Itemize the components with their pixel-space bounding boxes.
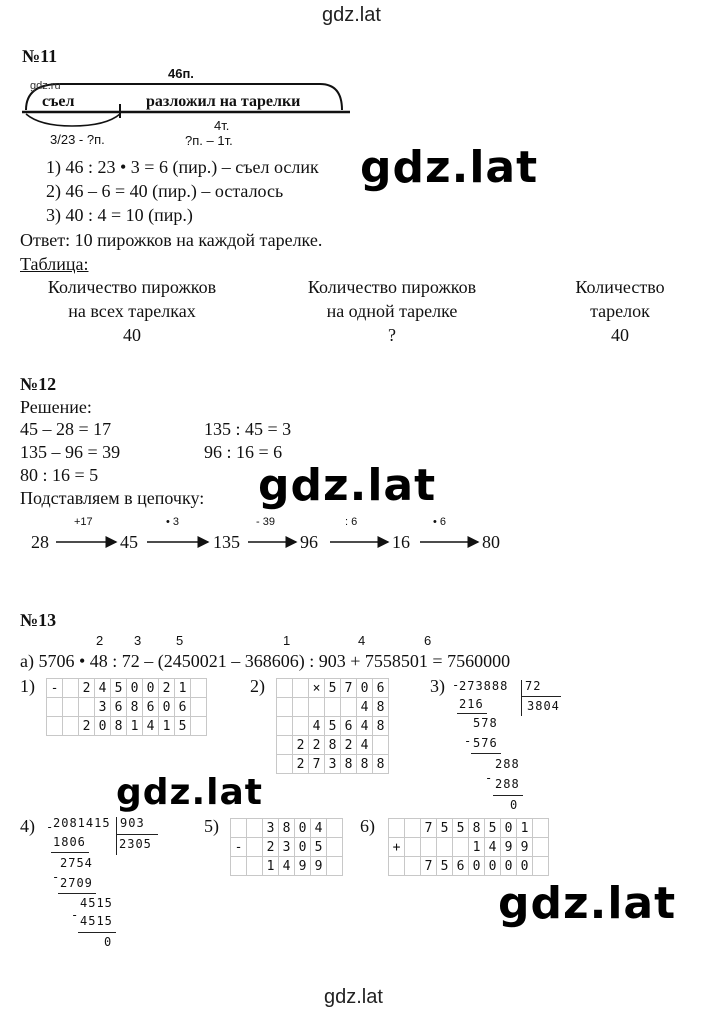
digit: 4 <box>311 819 327 838</box>
digit: 2 <box>341 736 357 755</box>
watermark-big-2: gdz.lat <box>258 460 437 511</box>
digit: 4 <box>357 717 373 736</box>
c4-step-1: 1806 <box>53 835 86 849</box>
p12-right-1: 135 : 45 = 3 <box>204 419 292 439</box>
c3-divisor: 72 <box>525 679 542 693</box>
watermark-top: gdz.lat <box>322 4 381 26</box>
digit: 8 <box>373 755 389 774</box>
watermark-big-4: gdz.lat <box>498 878 677 929</box>
digit: 7 <box>309 755 325 774</box>
p11-step-1: 1) 46 : 23 • 3 = 6 (пир.) – съел ослик <box>46 157 319 177</box>
digit: 0 <box>295 819 311 838</box>
digit: 1 <box>175 679 191 698</box>
grid-cell <box>533 819 549 838</box>
c4-dividend: 2081415 <box>53 816 111 830</box>
digit: 2 <box>309 736 325 755</box>
grid-cell <box>277 679 293 698</box>
digit: 0 <box>159 698 175 717</box>
digit: 0 <box>501 857 517 876</box>
p11-step-2: 2) 46 – 6 = 40 (пир.) – осталось <box>46 181 284 201</box>
digit: 9 <box>501 838 517 857</box>
digit: 8 <box>279 819 295 838</box>
diagram-below1: 3/23 - ?п. <box>50 132 105 147</box>
chain-op-2: • 3 <box>166 516 180 528</box>
calc-2-grid <box>276 678 389 774</box>
calc-3-label: 3) <box>430 676 445 696</box>
digit: 1 <box>469 838 485 857</box>
digit: 6 <box>453 857 469 876</box>
p11-answer: Ответ: 10 пирожков на каждой тарелке. <box>20 230 323 250</box>
p11-col2-h2: на одной тарелке <box>326 301 458 321</box>
c3-step-6: 0 <box>510 798 519 812</box>
grid-cell <box>47 717 63 736</box>
grid-cell <box>277 736 293 755</box>
grid-cell <box>327 838 343 857</box>
digit: 1 <box>263 857 279 876</box>
calc-4-label: 4) <box>20 816 35 836</box>
p12-right-2: 96 : 16 = 6 <box>204 442 283 462</box>
digit: 3 <box>95 698 111 717</box>
digit: 4 <box>485 838 501 857</box>
digit: 0 <box>95 717 111 736</box>
digit: 3 <box>279 838 295 857</box>
c4-step-3: 2709 <box>60 876 93 890</box>
watermark-big-1: gdz.lat <box>360 142 539 193</box>
digit: 4 <box>357 736 373 755</box>
p12-left-2: 135 – 96 = 39 <box>20 442 121 462</box>
digit: 0 <box>517 857 533 876</box>
p11-col3-h2: тарелок <box>590 301 650 321</box>
order-1: 2 <box>96 633 104 648</box>
digit: 6 <box>111 698 127 717</box>
grid-cell <box>47 698 63 717</box>
calc-5-label: 5) <box>204 816 219 836</box>
grid-cell <box>373 736 389 755</box>
digit: 7 <box>421 819 437 838</box>
c3-quotient: 3804 <box>527 699 560 713</box>
digit: 8 <box>341 755 357 774</box>
digit: 0 <box>295 838 311 857</box>
order-2: 3 <box>134 633 142 648</box>
order-4: 1 <box>283 633 291 648</box>
digit: 5 <box>437 819 453 838</box>
chain-node-5: 16 <box>392 532 410 552</box>
digit: 0 <box>357 679 373 698</box>
p11-table-label: Таблица: <box>20 254 89 274</box>
digit: 0 <box>127 679 143 698</box>
p11-col2-h1: Количество пирожков <box>307 277 477 297</box>
c3-step-3: 576 <box>473 736 498 750</box>
grid-cell <box>325 698 341 717</box>
digit: 5 <box>111 679 127 698</box>
digit: 6 <box>175 698 191 717</box>
chain-op-4: : 6 <box>345 516 358 528</box>
digit: 2 <box>293 736 309 755</box>
grid-cell <box>327 857 343 876</box>
chain-node-1: 28 <box>31 532 49 552</box>
digit: 4 <box>95 679 111 698</box>
c4-divisor: 903 <box>120 816 145 830</box>
diagram-watermark: gdz.ru <box>30 80 61 92</box>
digit: 2 <box>159 679 175 698</box>
digit: 6 <box>341 717 357 736</box>
digit: 8 <box>373 698 389 717</box>
digit: 4 <box>279 857 295 876</box>
digit: 9 <box>295 857 311 876</box>
c4-step-4: 4515 <box>80 896 113 910</box>
chain-node-2: 45 <box>120 532 138 552</box>
grid-cell <box>437 838 453 857</box>
calc-1-label: 1) <box>20 676 35 696</box>
order-3: 5 <box>176 633 184 648</box>
diagram-below2: ?п. – 1т. <box>185 133 233 148</box>
grid-cell <box>63 717 79 736</box>
digit: 2 <box>293 755 309 774</box>
digit: 4 <box>143 717 159 736</box>
calc-1-grid <box>46 678 207 736</box>
grid-cell <box>191 698 207 717</box>
digit: 7 <box>421 857 437 876</box>
calc-6-grid <box>388 818 549 876</box>
diagram-total: 46п. <box>168 66 194 81</box>
calc-2-label: 2) <box>250 676 265 696</box>
digit: 4 <box>309 717 325 736</box>
grid-cell <box>533 838 549 857</box>
grid-cell <box>277 755 293 774</box>
grid-cell <box>79 698 95 717</box>
chain-node-4: 96 <box>300 532 318 552</box>
grid-cell <box>327 819 343 838</box>
digit: 5 <box>325 717 341 736</box>
c3-step-5: 288 <box>495 777 520 791</box>
digit: 0 <box>485 857 501 876</box>
sign-times: × <box>309 679 325 698</box>
p11-col2-value: ? <box>388 325 396 345</box>
digit: 0 <box>469 857 485 876</box>
p13-expression: а) 5706 • 48 : 72 – (2450021 – 368606) : 903 + 7558501 = 7560000 <box>20 651 511 671</box>
digit: 1 <box>127 717 143 736</box>
digit: 0 <box>501 819 517 838</box>
digit: 0 <box>143 679 159 698</box>
chain-op-1: +17 <box>74 516 93 528</box>
grid-cell <box>405 857 421 876</box>
calc-6-label: 6) <box>360 816 375 836</box>
problem-12-title: №12 <box>20 374 57 394</box>
digit: 8 <box>127 698 143 717</box>
problem-11-title: №11 <box>22 46 58 66</box>
grid-cell <box>389 819 405 838</box>
chain-op-5: • 6 <box>433 516 447 528</box>
digit: 7 <box>341 679 357 698</box>
c4-step-2: 2754 <box>60 856 93 870</box>
digit: 9 <box>311 857 327 876</box>
grid-cell <box>453 838 469 857</box>
grid-cell <box>231 819 247 838</box>
p12-solution-label: Решение: <box>20 397 92 417</box>
digit: 2 <box>79 717 95 736</box>
diagram-seg2: разложил на тарелки <box>146 93 301 110</box>
grid-cell <box>247 838 263 857</box>
grid-cell <box>247 857 263 876</box>
order-6: 6 <box>424 633 432 648</box>
digit: 3 <box>263 819 279 838</box>
p11-col1-value: 40 <box>123 325 141 345</box>
c3-step-4: 288 <box>495 757 520 771</box>
digit: 5 <box>437 857 453 876</box>
digit: 8 <box>373 717 389 736</box>
digit: 6 <box>143 698 159 717</box>
digit: 1 <box>517 819 533 838</box>
c4-step-6: 0 <box>104 935 113 949</box>
watermark-bottom: gdz.lat <box>324 986 383 1008</box>
problem-13-title: №13 <box>20 610 57 630</box>
digit: 4 <box>357 698 373 717</box>
grid-cell <box>421 838 437 857</box>
grid-cell <box>247 819 263 838</box>
digit: 1 <box>159 717 175 736</box>
sign-minus: - <box>47 679 63 698</box>
grid-cell <box>405 838 421 857</box>
grid-cell <box>309 698 325 717</box>
digit: 8 <box>325 736 341 755</box>
p11-col3-value: 40 <box>611 325 629 345</box>
diagram-seg1: съел <box>42 93 75 110</box>
digit: 5 <box>453 819 469 838</box>
grid-cell <box>341 698 357 717</box>
grid-cell <box>293 679 309 698</box>
grid-cell <box>389 857 405 876</box>
bottom-brace <box>26 114 120 126</box>
chain-node-3: 135 <box>213 532 240 552</box>
watermark-big-3: gdz.lat <box>116 772 264 813</box>
grid-cell <box>277 717 293 736</box>
digit: 9 <box>517 838 533 857</box>
p11-col1-h1: Количество пирожков <box>47 277 217 297</box>
grid-cell <box>405 819 421 838</box>
grid-cell <box>191 679 207 698</box>
order-5: 4 <box>358 633 366 648</box>
p12-chain-label: Подставляем в цепочку: <box>20 488 205 508</box>
digit: 8 <box>111 717 127 736</box>
digit: 5 <box>485 819 501 838</box>
grid-cell <box>293 717 309 736</box>
c3-dividend: 273888 <box>459 679 509 693</box>
c4-step-5: 4515 <box>80 914 113 928</box>
calc-5-grid <box>230 818 343 876</box>
grid-cell <box>63 698 79 717</box>
grid-cell <box>277 698 293 717</box>
p11-step-3: 3) 40 : 4 = 10 (пир.) <box>46 205 193 225</box>
grid-cell <box>63 679 79 698</box>
sign-plus: + <box>389 838 405 857</box>
grid-cell <box>293 698 309 717</box>
digit: 5 <box>325 679 341 698</box>
chain-node-6: 80 <box>482 532 500 552</box>
digit: 3 <box>325 755 341 774</box>
chain-op-3: - 39 <box>256 516 275 528</box>
p12-left-1: 45 – 28 = 17 <box>20 419 112 439</box>
digit: 5 <box>311 838 327 857</box>
p11-col1-h2: на всех тарелках <box>68 301 196 321</box>
c3-step-2: 578 <box>473 716 498 730</box>
grid-cell <box>533 857 549 876</box>
p12-left-3: 80 : 16 = 5 <box>20 465 99 485</box>
digit: 2 <box>79 679 95 698</box>
grid-cell <box>191 717 207 736</box>
digit: 5 <box>175 717 191 736</box>
sign-minus: - <box>231 838 247 857</box>
digit: 8 <box>357 755 373 774</box>
grid-cell <box>231 857 247 876</box>
digit: 6 <box>373 679 389 698</box>
c4-quotient: 2305 <box>119 837 152 851</box>
digit: 8 <box>469 819 485 838</box>
c3-step-1: 216 <box>459 697 484 711</box>
digit: 2 <box>263 838 279 857</box>
chain-arrows <box>0 530 520 554</box>
diagram-seg2-sub: 4т. <box>214 118 230 133</box>
p11-col3-h1: Количество <box>575 277 665 297</box>
